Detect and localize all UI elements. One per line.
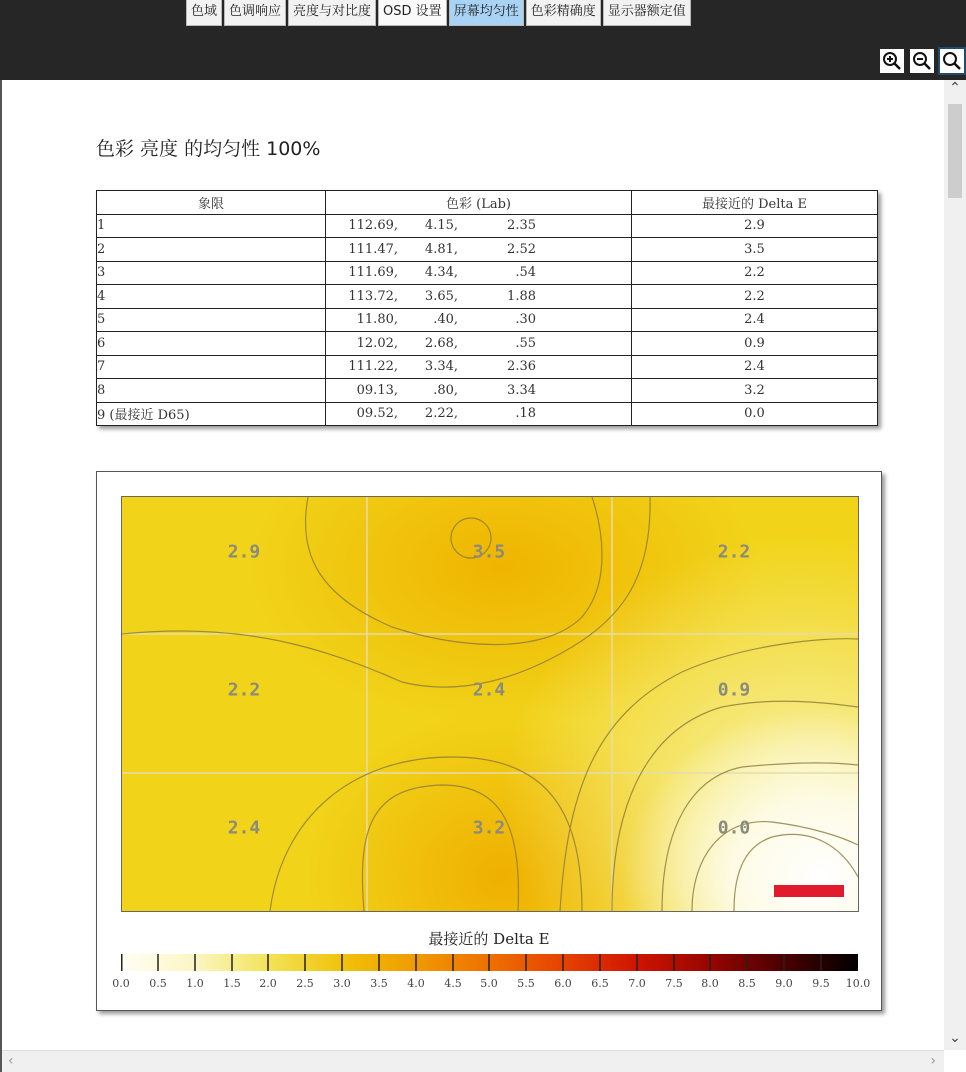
zoom-fit-button[interactable] — [940, 49, 964, 73]
delta-e-cell: 3.2 — [632, 379, 878, 403]
table-row — [97, 355, 878, 379]
uniformity-table — [96, 190, 878, 426]
tick-label: 6.0 — [554, 977, 572, 990]
delta-e-cell: 0.0 — [632, 402, 878, 426]
uniformity-heatmap-chart — [96, 471, 882, 1011]
scroll-left-icon[interactable]: ‹ — [8, 1053, 14, 1069]
tick-label: 7.0 — [628, 977, 646, 990]
tick-label: 1.5 — [223, 977, 241, 990]
table-row — [97, 379, 878, 403]
tick-label: 9.0 — [775, 977, 793, 990]
quadrant-cell: 3 — [97, 261, 326, 285]
tick-label: 5.5 — [517, 977, 535, 990]
delta-e-cell: 3.5 — [632, 238, 878, 262]
tab-brightness-contrast[interactable]: 亮度与对比度 — [288, 0, 376, 26]
colorbar-tick-labels — [111, 977, 873, 991]
cell-value-6: 0.9 — [717, 679, 751, 701]
cell-value-5: 2.4 — [472, 679, 506, 701]
horizontal-scrollbar[interactable] — [2, 1050, 944, 1072]
tick-label: 2.5 — [296, 977, 314, 990]
scroll-right-icon[interactable]: › — [930, 1053, 936, 1069]
cell-value-2: 3.5 — [472, 541, 506, 563]
tick-label: 3.5 — [370, 977, 388, 990]
cell-value-1: 2.9 — [227, 541, 261, 563]
cell-value-8: 3.2 — [472, 817, 506, 839]
tick-label: 4.0 — [407, 977, 425, 990]
table-row — [97, 238, 878, 262]
zoom-out-icon — [912, 51, 932, 71]
colorbar-title: 最接近的 Delta E — [428, 930, 550, 948]
heatmap-plot — [121, 496, 859, 912]
scroll-up-icon[interactable]: ⌃ — [949, 80, 961, 96]
table-row — [97, 402, 878, 426]
report-tabs — [186, 0, 693, 26]
cell-value-3: 2.2 — [717, 541, 751, 563]
header-color-lab: 色彩 (Lab) — [326, 191, 632, 215]
quadrant-cell: 2 — [97, 238, 326, 262]
quadrant-cell: 5 — [97, 308, 326, 332]
tick-label: 6.5 — [591, 977, 609, 990]
tab-osd-settings[interactable]: OSD 设置 — [378, 0, 447, 26]
tab-monitor-rating[interactable]: 显示器额定值 — [603, 0, 691, 26]
watermark-red-bar — [774, 885, 844, 897]
tick-label: 10.0 — [845, 977, 871, 990]
quadrant-cell: 7 — [97, 355, 326, 379]
table-row — [97, 332, 878, 356]
scroll-down-icon[interactable]: ⌄ — [949, 1030, 961, 1046]
lab-cell: 111.69, 4.34, .54 — [326, 261, 632, 285]
tick-label: 0.0 — [112, 977, 130, 990]
lab-cell: 09.13, .80, 3.34 — [326, 379, 632, 403]
zoom-toolbar — [880, 49, 964, 73]
tab-gamut[interactable]: 色域 — [186, 0, 222, 26]
quadrant-cell: 8 — [97, 379, 326, 403]
lab-cell: 111.22, 3.34, 2.36 — [326, 355, 632, 379]
header-delta-e: 最接近的 Delta E — [632, 191, 878, 215]
quadrant-cell: 1 — [97, 214, 326, 238]
top-bar — [0, 0, 966, 80]
cell-value-9: 0.0 — [717, 817, 751, 839]
tab-screen-uniformity[interactable]: 屏幕均匀性 — [449, 0, 524, 26]
delta-e-cell: 2.2 — [632, 285, 878, 309]
zoom-in-button[interactable] — [880, 49, 904, 73]
tick-label: 0.5 — [149, 977, 167, 990]
tick-label: 5.0 — [480, 977, 498, 990]
vertical-scroll-thumb[interactable] — [948, 104, 962, 198]
lab-cell: 12.02, 2.68, .55 — [326, 332, 632, 356]
cell-value-7: 2.4 — [227, 817, 261, 839]
tab-color-accuracy[interactable]: 色彩精确度 — [526, 0, 601, 26]
tick-label: 2.0 — [259, 977, 277, 990]
lab-cell: 111.47, 4.81, 2.52 — [326, 238, 632, 262]
tick-label: 3.0 — [333, 977, 351, 990]
header-quadrant: 象限 — [97, 191, 326, 215]
tick-label: 1.0 — [186, 977, 204, 990]
lab-cell: 113.72, 3.65, 1.88 — [326, 285, 632, 309]
table-row — [97, 285, 878, 309]
table-header-row — [97, 191, 878, 215]
quadrant-cell: 6 — [97, 332, 326, 356]
delta-e-cell: 2.2 — [632, 261, 878, 285]
quadrant-cell: 9 (最接近 D65) — [97, 402, 326, 426]
table-row — [97, 261, 878, 285]
delta-e-cell: 2.4 — [632, 355, 878, 379]
delta-e-cell: 2.9 — [632, 214, 878, 238]
tick-label: 7.5 — [665, 977, 683, 990]
vertical-scrollbar[interactable] — [944, 80, 966, 1050]
tick-label: 9.5 — [812, 977, 830, 990]
lab-cell: 09.52, 2.22, .18 — [326, 402, 632, 426]
table-row — [97, 308, 878, 332]
delta-e-cell: 2.4 — [632, 308, 878, 332]
tick-label: 4.5 — [444, 977, 462, 990]
zoom-in-icon — [882, 51, 902, 71]
tick-label: 8.5 — [738, 977, 756, 990]
scrollbar-corner — [944, 1050, 966, 1072]
tick-label: 8.0 — [701, 977, 719, 990]
tab-tone-response[interactable]: 色调响应 — [224, 0, 286, 26]
table-row — [97, 214, 878, 238]
cell-value-4: 2.2 — [227, 679, 261, 701]
zoom-out-button[interactable] — [910, 49, 934, 73]
quadrant-cell: 4 — [97, 285, 326, 309]
zoom-fit-icon — [942, 51, 962, 71]
delta-e-cell: 0.9 — [632, 332, 878, 356]
colorbar — [121, 954, 858, 971]
page-title: 色彩 亮度 的均匀性 100% — [96, 138, 321, 160]
lab-cell: 11.80, .40, .30 — [326, 308, 632, 332]
lab-cell: 112.69, 4.15, 2.35 — [326, 214, 632, 238]
